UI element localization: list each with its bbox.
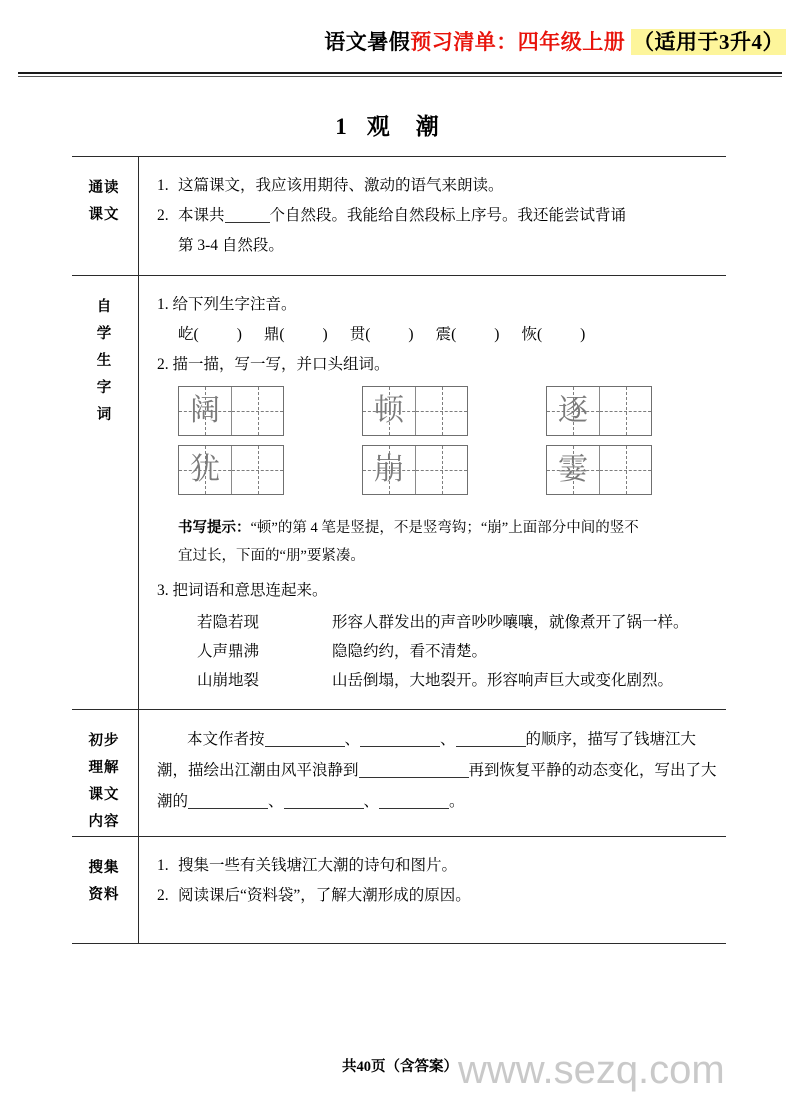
tianzige-cell-filled	[363, 387, 415, 435]
row-label-line: 字	[96, 380, 112, 396]
pinyin-char: 恢	[521, 326, 537, 343]
pinyin-item	[350, 320, 414, 350]
matching-word[interactable]: 山崩地裂	[197, 672, 260, 689]
item-text: 这篇课文，我应该用期待、激动的语气来朗读。	[178, 177, 504, 194]
practice-row-1	[178, 386, 720, 436]
watermark: www.sezq.com	[458, 1048, 725, 1092]
paren-close: )	[494, 326, 500, 343]
tianzige-cell-empty[interactable]	[231, 446, 283, 494]
tianzige-cell-filled	[363, 446, 415, 494]
lesson-title-text: 观潮	[366, 114, 465, 139]
row-spacer	[157, 911, 720, 929]
question-1-title: 1. 给下列生字注音。	[157, 296, 297, 313]
row-content-chubu	[139, 710, 727, 837]
para-sep-1: 、	[344, 731, 361, 748]
matching-row[interactable]	[197, 608, 720, 637]
item-text: 阅读课后“资料袋”，了解大潮形成的原因。	[178, 887, 471, 904]
tianzige-cell-empty[interactable]	[599, 446, 651, 494]
tianzige-cell-filled	[179, 446, 231, 494]
pinyin-item	[521, 320, 585, 350]
tianzige-box[interactable]	[546, 445, 652, 495]
pinyin-char: 震	[435, 326, 452, 343]
list-item	[157, 851, 720, 881]
tianzige-box[interactable]	[546, 386, 652, 436]
row-label-line: 词	[96, 407, 112, 423]
item-number: 2.	[157, 207, 169, 224]
paren-close: )	[580, 326, 586, 343]
pinyin-item	[178, 320, 242, 350]
fill-blank[interactable]	[188, 808, 268, 809]
item-number: 2.	[157, 887, 169, 904]
tianzige-cell-empty[interactable]	[415, 446, 467, 494]
fill-blank[interactable]	[360, 746, 440, 747]
row-label-tongdu	[72, 157, 139, 276]
row-label-zixue	[72, 276, 139, 710]
lesson-number: 1	[335, 114, 349, 139]
row-label-line: 理解	[88, 760, 120, 776]
paren-open: (	[279, 326, 285, 343]
para-text-h: 。	[449, 793, 465, 810]
fill-blank[interactable]	[284, 808, 364, 809]
worksheet-table	[72, 156, 726, 944]
paren-close: )	[236, 326, 242, 343]
paren-close: )	[322, 326, 328, 343]
pinyin-item	[436, 320, 500, 350]
practice-character: 犹	[190, 452, 220, 487]
row-label-line: 课文	[88, 787, 120, 803]
question-2-title: 2. 描一描，写一写，并口头组词。	[157, 356, 390, 373]
matching-exercise	[157, 606, 720, 695]
item-text-part-c: 第 3-4 自然段。	[178, 237, 284, 254]
fill-blank[interactable]	[265, 746, 345, 747]
para-sep-3: 、	[268, 793, 284, 810]
fill-blank[interactable]	[225, 222, 270, 223]
row-label-line: 资料	[88, 887, 120, 903]
paragraph-flow	[157, 724, 720, 817]
pinyin-char: 鼎	[263, 326, 280, 343]
tianzige-cell-filled	[547, 387, 599, 435]
table-row	[72, 710, 726, 837]
tianzige-box[interactable]	[178, 386, 284, 436]
practice-character: 顿	[374, 393, 404, 428]
matching-word[interactable]: 人声鼎沸	[197, 643, 260, 660]
list-item	[157, 881, 720, 911]
row-label-line: 通读	[88, 180, 120, 196]
character-practice-area	[157, 380, 720, 508]
page-title	[0, 108, 800, 141]
row-label-line: 初步	[88, 733, 120, 749]
divider-line-thick	[18, 72, 782, 74]
item-text-part-a: 本课共	[178, 207, 225, 224]
para-sep-2: 、	[440, 731, 456, 748]
row-content-zixue	[139, 276, 727, 710]
paren-open: (	[193, 326, 199, 343]
item-number: 1.	[157, 857, 169, 874]
page-header	[0, 26, 800, 56]
fill-in-paragraph	[157, 724, 720, 817]
item-number: 1.	[157, 177, 169, 194]
row-label-line: 内容	[88, 814, 120, 830]
para-sep-4: 、	[363, 793, 380, 810]
tianzige-cell-empty[interactable]	[231, 387, 283, 435]
header-divider	[18, 72, 782, 77]
row-label-soují	[72, 837, 139, 944]
para-text-e: 再到恢复平静的动态变化，写出了大潮的	[157, 762, 717, 810]
writing-tip-label: 书写提示：	[178, 520, 251, 536]
header-red-text: 预习清单：四年级上册	[410, 30, 626, 54]
practice-character: 霎	[558, 452, 588, 487]
practice-character: 阔	[190, 393, 220, 428]
list-item	[157, 171, 720, 201]
page-footer: 共40页（含答案）	[342, 1059, 458, 1075]
writing-tip	[157, 508, 720, 570]
matching-word[interactable]: 若隐若现	[197, 614, 260, 631]
practice-row-2	[178, 445, 720, 495]
row-content-tongdu	[139, 157, 727, 276]
row-label-line: 课文	[88, 207, 120, 223]
tianzige-cell-empty[interactable]	[599, 387, 651, 435]
row-label-line: 学	[96, 326, 112, 342]
paren-close: )	[408, 326, 414, 343]
pinyin-exercise-row	[157, 320, 720, 350]
para-text-a: 本文作者按	[187, 731, 265, 748]
tianzige-cell-filled	[547, 446, 599, 494]
fill-blank[interactable]	[359, 777, 469, 778]
row-label-line: 自	[96, 299, 112, 315]
paren-open: (	[536, 326, 543, 343]
fill-blank[interactable]	[379, 808, 449, 809]
paren-open: (	[365, 326, 371, 343]
tianzige-cell-filled	[179, 387, 231, 435]
practice-character: 崩	[374, 452, 404, 487]
matching-meaning[interactable]: 山岳倒塌，大地裂开。形容响声巨大或变化剧烈。	[332, 672, 674, 689]
matching-row[interactable]	[197, 637, 720, 666]
table-row	[72, 157, 726, 276]
matching-meaning[interactable]: 隐隐约约，看不清楚。	[332, 643, 488, 660]
row-content-souji	[139, 837, 727, 944]
matching-meaning[interactable]: 形容人群发出的声音吵吵嚷嚷，就像煮开了锅一样。	[332, 614, 689, 631]
pinyin-item	[264, 320, 328, 350]
fill-blank[interactable]	[456, 746, 526, 747]
item-text: 搜集一些有关钱塘江大潮的诗句和图片。	[178, 857, 458, 874]
header-highlight-text: （适用于3升4）	[633, 30, 784, 54]
divider-line-thin	[18, 76, 782, 77]
row-label-line: 生	[96, 353, 112, 369]
practice-character: 逐	[558, 393, 588, 428]
table-row	[72, 837, 726, 944]
tianzige-box[interactable]	[178, 445, 284, 495]
matching-row[interactable]	[197, 666, 720, 695]
row-label-chubu	[72, 710, 139, 837]
para-text-d: 的顺序，描写了钱塘江大潮，描绘出江潮由风平浪静到	[157, 731, 697, 779]
table-row	[72, 276, 726, 710]
tianzige-cell-empty[interactable]	[415, 387, 467, 435]
pinyin-char: 屹	[178, 326, 194, 343]
header-black-text: 语文暑假	[324, 30, 411, 54]
writing-tip-line-1: “顿”的第 4 笔是竖提，不是竖弯钩；“崩”上面部分中间的竖不	[250, 520, 639, 536]
item-text-part-b: 个自然段。我能给自然段标上序号。我还能尝试背诵	[269, 207, 627, 224]
tianzige-box[interactable]	[362, 445, 468, 495]
writing-tip-line-2: 宜过长，下面的“朋”要紧凑。	[178, 548, 365, 564]
question-3-title: 3. 把词语和意思连起来。	[157, 582, 328, 599]
paren-open: (	[451, 326, 457, 343]
row-label-line: 搜集	[88, 860, 120, 876]
pinyin-char: 贯	[349, 326, 366, 343]
list-item	[157, 201, 720, 261]
tianzige-box[interactable]	[362, 386, 468, 436]
